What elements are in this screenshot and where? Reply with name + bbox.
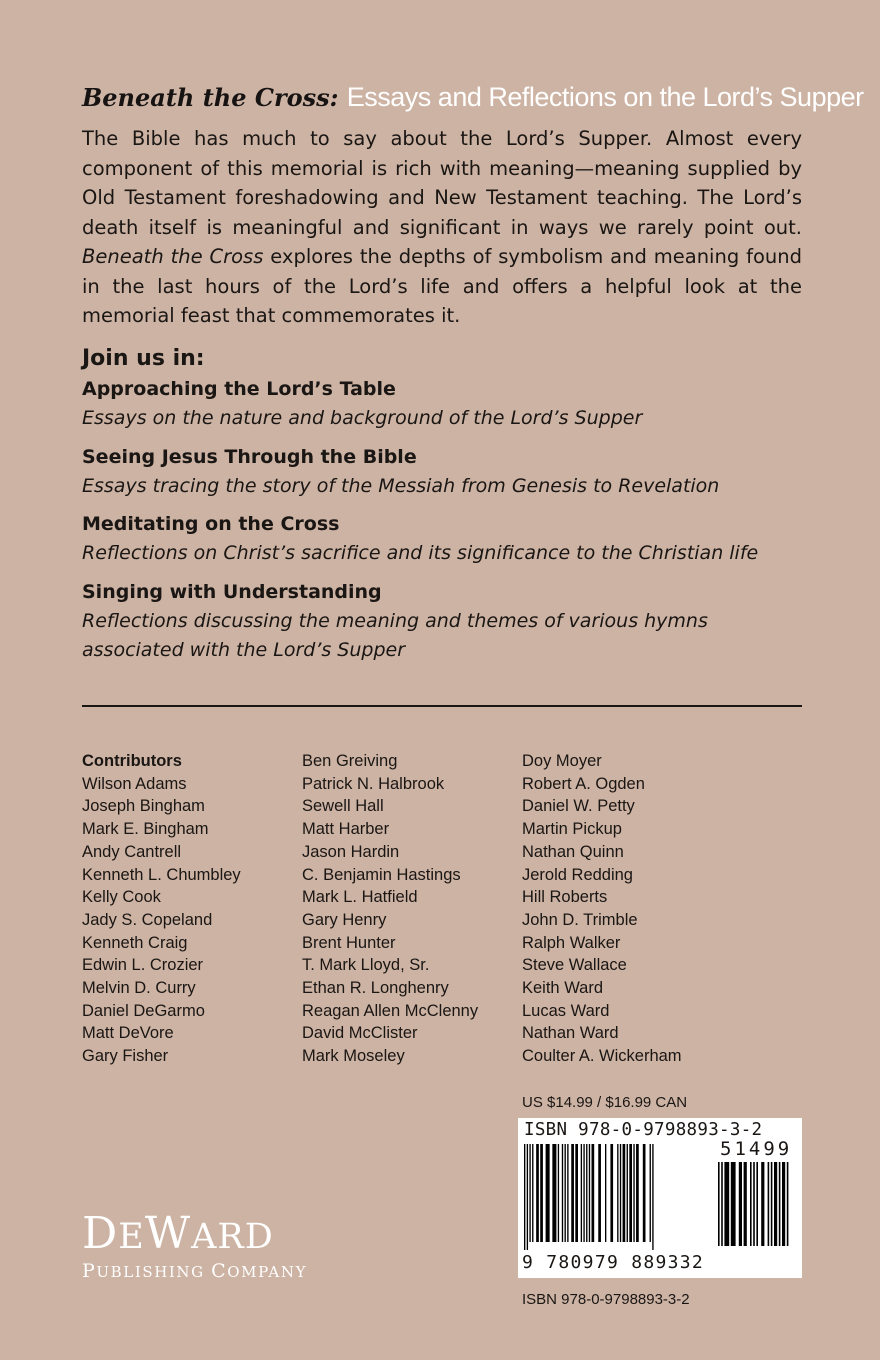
publisher-company: [82, 1261, 322, 1282]
barcode-bar: [581, 1144, 582, 1242]
barcode-bar: [610, 1144, 613, 1242]
barcode-bar: [721, 1162, 723, 1246]
barcode-box: [518, 1118, 802, 1278]
barcode-bar: [774, 1162, 777, 1246]
barcode-bar: [536, 1144, 539, 1242]
barcode-bar: [756, 1162, 758, 1246]
cover-heading: [82, 80, 864, 115]
contributor-name: Coulter A. Wickerham: [522, 1047, 682, 1066]
contributor-name: Reagan Allen McClenny: [302, 1001, 479, 1020]
section-description: Reflections on Christ’s sacrifice and its significance to the Christian life: [82, 542, 759, 564]
join-heading: Join us in:: [82, 346, 205, 371]
barcode-bar: [567, 1144, 568, 1242]
barcode-bar: [586, 1144, 587, 1242]
barcode-bar: [565, 1144, 566, 1242]
contributor-name: Hill Roberts: [522, 888, 608, 907]
contributor-name: Jason Hardin: [302, 842, 400, 861]
contributor-name: Wilson Adams: [82, 774, 187, 793]
barcode-price-code: 51499: [720, 1138, 793, 1160]
publisher-logo: [82, 1208, 322, 1282]
section-item: [82, 443, 802, 502]
barcode-bar: [571, 1144, 574, 1242]
barcode-bar: [589, 1144, 590, 1242]
price-barcode-icon: [718, 1162, 798, 1252]
contributor-name: Gary Henry: [302, 910, 387, 929]
contributor-name: Lucas Ward: [522, 1001, 610, 1020]
contributor-name: Jerold Redding: [522, 865, 633, 884]
contributor-name: Matt Harber: [302, 820, 390, 839]
contributor-name: Joseph Bingham: [82, 797, 205, 816]
barcode-bar: [744, 1162, 747, 1246]
contributors-column-1: [82, 750, 297, 1068]
barcode-bar: [739, 1162, 742, 1246]
book-subtitle: Essays and Reflections on the Lord’s Supper: [346, 82, 864, 112]
barcode-bar: [529, 1144, 530, 1242]
barcode-bar: [779, 1162, 781, 1246]
barcode-bar: [583, 1144, 584, 1242]
publisher-name: [82, 1208, 322, 1259]
barcode-bar: [782, 1162, 785, 1246]
barcode-bar: [750, 1162, 752, 1246]
section-title: Meditating on the Cross: [82, 513, 340, 535]
barcode-bar: [524, 1144, 525, 1250]
contributor-name: Sewell Hall: [302, 797, 384, 816]
barcode-bar: [575, 1144, 578, 1242]
barcode-bar: [552, 1144, 556, 1242]
barcode-bar: [546, 1144, 550, 1242]
contributor-name: Keith Ward: [522, 979, 604, 998]
intro-title-ref: Beneath the Cross: [82, 245, 264, 268]
barcode-bar: [532, 1144, 533, 1242]
barcode-bar: [617, 1144, 618, 1242]
contributor-name: Ben Greiving: [302, 752, 398, 770]
contributor-name: Melvin D. Curry: [82, 979, 196, 998]
barcode-bar: [620, 1144, 621, 1242]
barcode-bar: [643, 1144, 646, 1242]
intro-text-part1: The Bible has much to say about the Lord’s Supper. Almost every component of this memorial is rich with meaning—meaning supplied by Old Testament foreshadowing and New Testament teaching. The Lord’s death itself is meaningful and significant in ways we rarely point out.: [82, 127, 802, 239]
publisher-name-text: DEWARD: [82, 1208, 274, 1259]
contributor-name: Edwin L. Crozier: [82, 956, 204, 975]
section-item: [82, 375, 802, 434]
isbn-text: ISBN 978-0-9798893-3-2: [522, 1291, 690, 1308]
section-title: Seeing Jesus Through the Bible: [82, 445, 417, 468]
section-item: [82, 510, 802, 569]
barcode-bar: [724, 1162, 729, 1246]
barcode-bar: [753, 1162, 755, 1246]
publisher-company-text: PUBLISHING COMPANY: [82, 1260, 308, 1282]
contributor-name: Kenneth L. Chumbley: [82, 865, 241, 884]
barcode-bar: [562, 1144, 563, 1242]
barcode-bar: [540, 1144, 543, 1242]
section-description: Essays tracing the story of the Messiah from Genesis to Revelation: [82, 474, 720, 497]
contributor-name: Kelly Cook: [82, 888, 161, 907]
barcode-bar: [731, 1162, 736, 1246]
sections-list: [82, 375, 802, 675]
contributor-name: Patrick N. Halbrook: [302, 774, 445, 793]
contributor-name: Ralph Walker: [522, 933, 621, 952]
contributor-name: Steve Wallace: [522, 956, 627, 975]
contributor-name: T. Mark Lloyd, Sr.: [302, 956, 430, 975]
section-description: Essays on the nature and background of the Lord’s Supper: [82, 407, 643, 429]
contributor-name: Mark Moseley: [302, 1047, 405, 1066]
contributor-name: Mark L. Hatfield: [302, 888, 418, 907]
barcode-isbn-label: ISBN 978-0-9798893-3-2: [524, 1120, 763, 1140]
contributor-name: Andy Cantrell: [82, 842, 182, 861]
contributor-name: Martin Pickup: [522, 820, 622, 839]
contributor-name: Doy Moyer: [522, 752, 602, 770]
contributor-name: David McClister: [302, 1024, 418, 1043]
contributor-name: Brent Hunter: [302, 933, 396, 952]
barcode-bar: [627, 1144, 628, 1242]
book-title: Beneath the Cross:: [82, 83, 339, 112]
section-description: Reflections discussing the meaning and themes of various hymns associated with the Lord’s Supper: [82, 609, 708, 661]
contributors-heading: Contributors: [82, 752, 182, 770]
barcode-bar: [771, 1162, 773, 1246]
barcode-bar: [718, 1162, 720, 1246]
contributors-column-3: [522, 750, 737, 1068]
barcode-bar: [605, 1144, 606, 1242]
barcode-bar: [598, 1144, 601, 1242]
section-item: [82, 578, 802, 666]
contributor-name: Nathan Quinn: [522, 842, 624, 861]
barcode-ean-digits: 9 780979 889332: [522, 1252, 705, 1273]
barcode-bar: [558, 1144, 559, 1242]
ean-barcode-icon: [524, 1144, 710, 1252]
contributor-name: Ethan R. Longhenry: [302, 979, 449, 998]
contributor-name: Daniel DeGarmo: [82, 1001, 205, 1020]
section-title: Singing with Understanding: [82, 580, 382, 603]
contributor-name: Kenneth Craig: [82, 933, 188, 952]
intro-paragraph: [82, 124, 802, 331]
barcode-bar: [592, 1144, 595, 1242]
contributor-name: Mark E. Bingham: [82, 820, 209, 839]
barcode-bar: [650, 1144, 651, 1242]
contributor-name: Robert A. Ogden: [522, 774, 645, 793]
contributor-name: Matt DeVore: [82, 1024, 174, 1043]
barcode-bar: [623, 1144, 626, 1242]
section-title: Approaching the Lord’s Table: [82, 378, 396, 400]
contributor-name: Jady S. Copeland: [82, 910, 213, 929]
barcode-bar: [527, 1144, 528, 1250]
contributor-name: Nathan Ward: [522, 1024, 619, 1043]
barcode-bar: [633, 1144, 634, 1242]
contributor-name: C. Benjamin Hastings: [302, 865, 461, 884]
contributors-column-2: [302, 750, 517, 1068]
barcode-bar: [761, 1162, 764, 1246]
price-label: US $14.99 / $16.99 CAN: [522, 1094, 688, 1111]
barcode-bar: [768, 1162, 770, 1246]
barcode-bar: [652, 1144, 653, 1250]
contributor-name: Gary Fisher: [82, 1047, 169, 1066]
barcode-bar: [636, 1144, 639, 1242]
barcode-bar: [787, 1162, 789, 1246]
contributor-name: John D. Trimble: [522, 910, 638, 929]
barcode-bar: [629, 1144, 632, 1242]
divider: [82, 705, 802, 707]
intro-text-part2: explores the depths of symbolism and meaning found in the last hours of the Lord’s life and offers a helpful look at the memorial feast that commemorates it.: [82, 245, 802, 327]
contributor-name: Daniel W. Petty: [522, 797, 635, 816]
